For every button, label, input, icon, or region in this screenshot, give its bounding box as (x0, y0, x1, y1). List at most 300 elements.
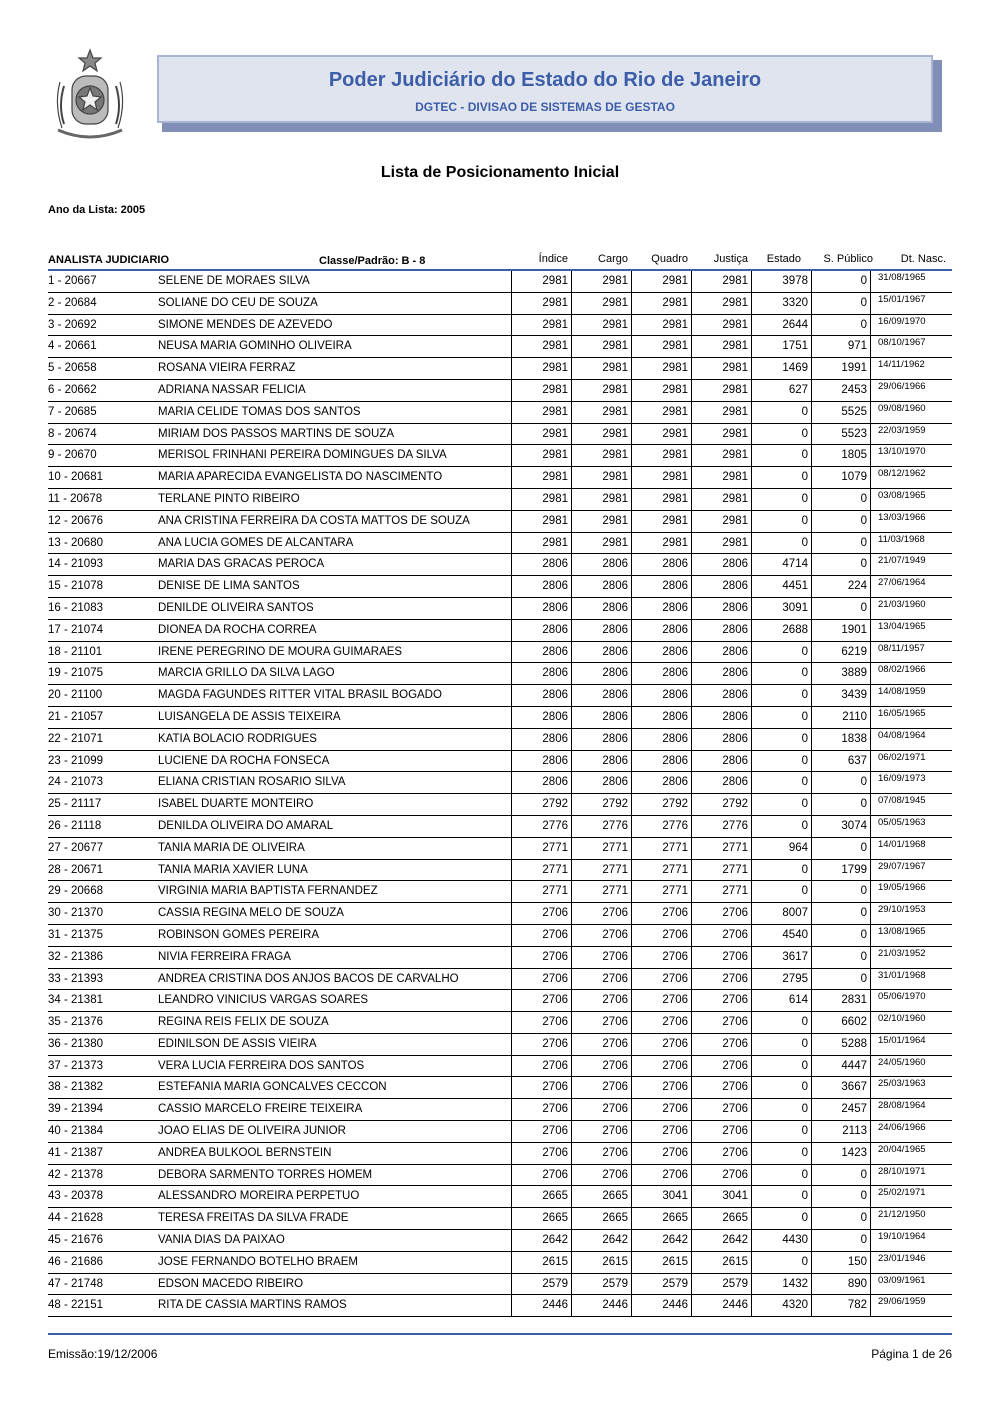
row-data-nascimento: 16/09/1970 (878, 315, 926, 327)
row-data-nascimento: 28/08/1964 (878, 1100, 926, 1112)
coat-of-arms-icon (50, 46, 130, 146)
document-title: Lista de Posicionamento Inicial (380, 164, 620, 181)
row-justica: 2981 (691, 402, 751, 423)
table-row (48, 729, 952, 751)
row-estado: 2795 (751, 969, 811, 990)
row-id: 8 - 20674 (48, 427, 97, 440)
table-row (48, 1295, 952, 1317)
row-data-nascimento: 31/08/1965 (878, 272, 926, 283)
row-servico-publico: 0 (811, 489, 871, 510)
row-servico-publico: 1805 (811, 445, 871, 466)
row-cargo: 2776 (571, 816, 631, 837)
row-name: DENISE DE LIMA SANTOS (158, 580, 300, 593)
row-id: 25 - 21117 (48, 798, 102, 811)
row-indice: 2981 (511, 424, 571, 445)
table-row (48, 620, 952, 642)
row-data-nascimento: 08/02/1966 (878, 664, 926, 676)
row-indice: 2665 (511, 1186, 571, 1207)
row-justica: 2792 (691, 794, 751, 815)
row-data-nascimento: 15/01/1964 (878, 1034, 926, 1046)
row-estado: 4430 (751, 1230, 811, 1251)
row-quadro: 2981 (631, 315, 691, 336)
row-justica: 2706 (691, 947, 751, 968)
row-id: 3 - 20692 (48, 318, 97, 331)
row-servico-publico: 1901 (811, 620, 871, 641)
row-justica: 2776 (691, 816, 751, 837)
row-id: 13 - 20680 (48, 536, 103, 549)
table-header (48, 252, 952, 269)
row-servico-publico: 0 (811, 554, 871, 575)
row-data-nascimento: 08/11/1957 (878, 642, 925, 654)
col-quadro: Quadro (651, 253, 688, 265)
row-indice: 2981 (511, 358, 571, 379)
row-data-nascimento: 13/04/1965 (878, 620, 926, 632)
row-data-nascimento: 31/01/1968 (878, 969, 926, 981)
row-indice: 2981 (511, 533, 571, 554)
table-row (48, 816, 952, 838)
row-indice: 2706 (511, 1143, 571, 1164)
row-data-nascimento: 08/10/1967 (878, 337, 926, 349)
row-name: ANA CRISTINA FERREIRA DA COSTA MATTOS DE SOUZA (158, 514, 470, 527)
row-quadro: 2806 (631, 707, 691, 728)
row-id: 45 - 21676 (48, 1234, 103, 1247)
row-data-nascimento: 16/05/1965 (878, 707, 926, 719)
row-indice: 2806 (511, 663, 571, 684)
row-servico-publico: 1799 (811, 860, 871, 881)
row-quadro: 2706 (631, 1143, 691, 1164)
row-cargo: 2706 (571, 947, 631, 968)
row-id: 35 - 21376 (48, 1016, 103, 1029)
row-quadro: 2706 (631, 1077, 691, 1098)
row-name: MARIA DAS GRACAS PEROCA (158, 558, 325, 571)
row-servico-publico: 0 (811, 271, 871, 292)
row-name: LUISANGELA DE ASSIS TEIXEIRA (158, 710, 341, 723)
row-estado: 0 (751, 467, 811, 488)
row-quadro: 2706 (631, 903, 691, 924)
row-id: 16 - 21083 (48, 601, 103, 614)
row-name: DIONEA DA ROCHA CORREA (158, 623, 317, 636)
row-id: 2 - 20684 (48, 296, 97, 309)
row-justica: 2706 (691, 1121, 751, 1142)
table-row (48, 1121, 952, 1143)
row-justica: 2806 (691, 554, 751, 575)
row-data-nascimento: 03/08/1965 (878, 489, 926, 501)
row-quadro: 2806 (631, 620, 691, 641)
row-data-nascimento: 06/02/1971 (878, 751, 926, 763)
row-estado: 0 (751, 663, 811, 684)
table-row (48, 402, 952, 424)
row-indice: 2579 (511, 1274, 571, 1295)
row-indice: 2981 (511, 315, 571, 336)
row-indice: 2706 (511, 1056, 571, 1077)
row-name: ROSANA VIEIRA FERRAZ (158, 362, 296, 375)
row-justica: 2706 (691, 925, 751, 946)
row-estado: 0 (751, 511, 811, 532)
row-quadro: 2706 (631, 969, 691, 990)
row-id: 31 - 21375 (48, 928, 103, 941)
row-indice: 2981 (511, 336, 571, 357)
row-indice: 2776 (511, 816, 571, 837)
table-row (48, 315, 952, 337)
row-cargo: 2642 (571, 1230, 631, 1251)
row-name: CASSIA REGINA MELO DE SOUZA (158, 907, 344, 920)
row-cargo: 2771 (571, 881, 631, 902)
row-estado: 4714 (751, 554, 811, 575)
row-data-nascimento: 29/07/1967 (878, 860, 926, 872)
row-name: EDINILSON DE ASSIS VIEIRA (158, 1037, 317, 1050)
row-justica: 2981 (691, 424, 751, 445)
row-cargo: 2806 (571, 707, 631, 728)
row-indice: 2706 (511, 947, 571, 968)
row-servico-publico: 0 (811, 1186, 871, 1207)
row-data-nascimento: 14/11/1962 (878, 359, 925, 371)
row-indice: 2706 (511, 1121, 571, 1142)
row-servico-publico: 0 (811, 903, 871, 924)
row-name: MERISOL FRINHANI PEREIRA DOMINGUES DA SILVA (158, 449, 447, 462)
row-data-nascimento: 25/03/1963 (878, 1078, 926, 1090)
row-estado: 614 (751, 990, 811, 1011)
row-indice: 2665 (511, 1208, 571, 1229)
row-quadro: 2776 (631, 816, 691, 837)
row-indice: 2806 (511, 772, 571, 793)
row-quadro: 2806 (631, 751, 691, 772)
row-cargo: 2706 (571, 1165, 631, 1186)
row-quadro: 2981 (631, 467, 691, 488)
row-servico-publico: 3074 (811, 816, 871, 837)
row-servico-publico: 0 (811, 511, 871, 532)
row-servico-publico: 1423 (811, 1143, 871, 1164)
row-name: EDSON MACEDO RIBEIRO (158, 1277, 304, 1290)
table-row (48, 293, 952, 315)
row-id: 37 - 21373 (48, 1059, 103, 1072)
row-servico-publico: 6602 (811, 1012, 871, 1033)
row-estado: 1469 (751, 358, 811, 379)
row-id: 47 - 21748 (48, 1277, 103, 1290)
row-indice: 2981 (511, 271, 571, 292)
row-cargo: 2706 (571, 925, 631, 946)
row-servico-publico: 890 (811, 1274, 871, 1295)
row-servico-publico: 2457 (811, 1099, 871, 1120)
table-row (48, 598, 952, 620)
row-servico-publico: 3439 (811, 685, 871, 706)
row-indice: 2981 (511, 293, 571, 314)
row-indice: 2981 (511, 380, 571, 401)
row-justica: 2771 (691, 838, 751, 859)
row-indice: 2981 (511, 467, 571, 488)
row-estado: 1751 (751, 336, 811, 357)
row-indice: 2806 (511, 642, 571, 663)
table-row (48, 380, 952, 402)
institution-title: Poder Judiciário do Estado do Rio de Janeiro (328, 69, 762, 91)
row-indice: 2806 (511, 554, 571, 575)
row-estado: 8007 (751, 903, 811, 924)
table-row (48, 533, 952, 555)
row-id: 12 - 20676 (48, 514, 103, 527)
row-name: VANIA DIAS DA PAIXAO (158, 1234, 285, 1247)
row-justica: 2706 (691, 1034, 751, 1055)
row-estado: 0 (751, 1143, 811, 1164)
row-cargo: 2981 (571, 358, 631, 379)
row-id: 43 - 20378 (48, 1190, 103, 1203)
row-justica: 2981 (691, 467, 751, 488)
cargo-heading: ANALISTA JUDICIARIO (48, 254, 169, 266)
row-indice: 2642 (511, 1230, 571, 1251)
row-cargo: 2981 (571, 336, 631, 357)
row-data-nascimento: 14/01/1968 (878, 838, 926, 850)
row-servico-publico: 0 (811, 533, 871, 554)
row-servico-publico: 2453 (811, 380, 871, 401)
row-estado: 0 (751, 424, 811, 445)
row-name: ROBINSON GOMES PEREIRA (158, 928, 320, 941)
row-servico-publico: 5525 (811, 402, 871, 423)
row-servico-publico: 3667 (811, 1077, 871, 1098)
row-quadro: 2771 (631, 881, 691, 902)
row-cargo: 2706 (571, 1056, 631, 1077)
row-justica: 2706 (691, 1143, 751, 1164)
classe-heading: Classe/Padrão: B - 8 (319, 255, 426, 267)
row-id: 36 - 21380 (48, 1037, 103, 1050)
row-quadro: 2806 (631, 663, 691, 684)
row-name: ISABEL DUARTE MONTEIRO (158, 798, 314, 811)
row-quadro: 2706 (631, 1034, 691, 1055)
row-estado: 2688 (751, 620, 811, 641)
row-id: 33 - 21393 (48, 972, 103, 985)
row-data-nascimento: 09/08/1960 (878, 402, 926, 414)
footer-divider (48, 1333, 952, 1335)
row-id: 32 - 21386 (48, 950, 103, 963)
table-body (48, 271, 952, 1317)
row-name: ESTEFANIA MARIA GONCALVES CECCON (158, 1081, 387, 1094)
table-row (48, 860, 952, 882)
row-estado: 627 (751, 380, 811, 401)
row-justica: 2981 (691, 511, 751, 532)
row-cargo: 2706 (571, 1012, 631, 1033)
row-id: 27 - 20677 (48, 841, 103, 854)
row-cargo: 2981 (571, 533, 631, 554)
row-id: 29 - 20668 (48, 885, 103, 898)
row-servico-publico: 2110 (811, 707, 871, 728)
row-justica: 2806 (691, 642, 751, 663)
row-name: TERESA FREITAS DA SILVA FRADE (158, 1212, 349, 1225)
row-justica: 2981 (691, 271, 751, 292)
row-name: ADRIANA NASSAR FELICIA (158, 383, 306, 396)
row-id: 34 - 21381 (48, 994, 103, 1007)
table-row (48, 358, 952, 380)
row-id: 46 - 21686 (48, 1255, 103, 1268)
row-quadro: 2706 (631, 1012, 691, 1033)
row-indice: 2792 (511, 794, 571, 815)
table-row (48, 794, 952, 816)
row-id: 18 - 21101 (48, 645, 103, 658)
row-indice: 2981 (511, 445, 571, 466)
row-quadro: 2806 (631, 576, 691, 597)
row-servico-publico: 2113 (811, 1121, 871, 1142)
row-quadro: 2981 (631, 511, 691, 532)
row-quadro: 2981 (631, 336, 691, 357)
row-name: NEUSA MARIA GOMINHO OLIVEIRA (158, 340, 352, 353)
row-cargo: 2806 (571, 598, 631, 619)
table-row (48, 336, 952, 358)
row-name: JOSE FERNANDO BOTELHO BRAEM (158, 1255, 359, 1268)
row-name: KATIA BOLACIO RODRIGUES (158, 732, 317, 745)
row-name: NIVIA FERREIRA FRAGA (158, 950, 291, 963)
row-data-nascimento: 14/08/1959 (878, 686, 926, 698)
row-id: 39 - 21394 (48, 1103, 103, 1116)
row-estado: 0 (751, 642, 811, 663)
row-cargo: 2981 (571, 315, 631, 336)
col-servico-publico: S. Público (823, 253, 873, 265)
row-indice: 2771 (511, 838, 571, 859)
row-estado: 0 (751, 1121, 811, 1142)
row-quadro: 2579 (631, 1274, 691, 1295)
row-justica: 2806 (691, 685, 751, 706)
row-justica: 2706 (691, 1099, 751, 1120)
row-servico-publico: 5523 (811, 424, 871, 445)
table-row (48, 445, 952, 467)
row-name: SIMONE MENDES DE AZEVEDO (158, 318, 333, 331)
table-row (48, 990, 952, 1012)
row-id: 48 - 22151 (48, 1299, 103, 1312)
table-row (48, 1099, 952, 1121)
table-row (48, 1012, 952, 1034)
row-indice: 2806 (511, 729, 571, 750)
row-name: IRENE PEREGRINO DE MOURA GUIMARAES (158, 645, 403, 658)
row-cargo: 2706 (571, 969, 631, 990)
row-servico-publico: 5288 (811, 1034, 871, 1055)
row-estado: 0 (751, 772, 811, 793)
row-id: 42 - 21378 (48, 1168, 103, 1181)
row-id: 41 - 21387 (48, 1146, 103, 1159)
row-id: 44 - 21628 (48, 1212, 103, 1225)
row-indice: 2981 (511, 402, 571, 423)
row-indice: 2446 (511, 1295, 571, 1316)
row-estado: 0 (751, 533, 811, 554)
table-row (48, 489, 952, 511)
row-data-nascimento: 25/02/1971 (878, 1187, 926, 1199)
row-justica: 2806 (691, 772, 751, 793)
row-data-nascimento: 05/05/1963 (878, 816, 926, 828)
table-row (48, 925, 952, 947)
row-estado: 3978 (751, 271, 811, 292)
row-servico-publico: 0 (811, 598, 871, 619)
row-cargo: 2981 (571, 467, 631, 488)
row-name: TERLANE PINTO RIBEIRO (158, 492, 300, 505)
row-quadro: 2981 (631, 445, 691, 466)
row-servico-publico: 224 (811, 576, 871, 597)
row-id: 23 - 21099 (48, 754, 103, 767)
row-name: MARIA APARECIDA EVANGELISTA DO NASCIMENTO (158, 471, 443, 484)
col-cargo: Cargo (598, 253, 628, 265)
row-justica: 2806 (691, 598, 751, 619)
row-servico-publico: 4447 (811, 1056, 871, 1077)
row-data-nascimento: 13/03/1966 (878, 511, 926, 523)
row-name: DEBORA SARMENTO TORRES HOMEM (158, 1168, 373, 1181)
row-quadro: 2706 (631, 925, 691, 946)
row-servico-publico: 0 (811, 794, 871, 815)
row-id: 28 - 20671 (48, 863, 103, 876)
table-row (48, 969, 952, 991)
row-cargo: 2981 (571, 489, 631, 510)
row-name: SOLIANE DO CEU DE SOUZA (158, 296, 318, 309)
row-quadro: 2771 (631, 838, 691, 859)
row-quadro: 2806 (631, 729, 691, 750)
row-estado: 3091 (751, 598, 811, 619)
row-quadro: 2706 (631, 947, 691, 968)
row-estado: 964 (751, 838, 811, 859)
row-quadro: 2792 (631, 794, 691, 815)
table-row (48, 1143, 952, 1165)
row-cargo: 2981 (571, 380, 631, 401)
row-cargo: 2665 (571, 1186, 631, 1207)
row-cargo: 2706 (571, 1034, 631, 1055)
row-servico-publico: 782 (811, 1295, 871, 1316)
row-data-nascimento: 28/10/1971 (878, 1165, 926, 1177)
row-data-nascimento: 23/01/1946 (878, 1252, 926, 1264)
row-name: LEANDRO VINICIUS VARGAS SOARES (158, 994, 369, 1007)
row-id: 17 - 21074 (48, 623, 103, 636)
row-estado: 0 (751, 402, 811, 423)
row-name: CASSIO MARCELO FREIRE TEIXEIRA (158, 1103, 363, 1116)
row-name: RITA DE CASSIA MARTINS RAMOS (158, 1299, 347, 1312)
row-name: REGINA REIS FELIX DE SOUZA (158, 1016, 329, 1029)
row-data-nascimento: 21/07/1949 (878, 555, 926, 567)
row-justica: 2615 (691, 1252, 751, 1273)
row-data-nascimento: 11/03/1968 (878, 533, 925, 545)
row-quadro: 2806 (631, 554, 691, 575)
row-quadro: 2771 (631, 860, 691, 881)
row-name: MARIA CELIDE TOMAS DOS SANTOS (158, 405, 361, 418)
row-cargo: 2981 (571, 271, 631, 292)
row-estado: 4320 (751, 1295, 811, 1316)
row-cargo: 2806 (571, 642, 631, 663)
row-data-nascimento: 22/03/1959 (878, 424, 926, 436)
row-justica: 3041 (691, 1186, 751, 1207)
row-quadro: 2981 (631, 271, 691, 292)
row-justica: 2806 (691, 729, 751, 750)
row-justica: 2806 (691, 707, 751, 728)
row-indice: 2706 (511, 1034, 571, 1055)
row-servico-publico: 0 (811, 881, 871, 902)
row-indice: 2771 (511, 881, 571, 902)
row-cargo: 2806 (571, 729, 631, 750)
row-name: ANDREA BULKOOL BERNSTEIN (158, 1146, 332, 1159)
row-justica: 2806 (691, 751, 751, 772)
row-justica: 2981 (691, 445, 751, 466)
row-estado: 0 (751, 794, 811, 815)
row-estado: 0 (751, 816, 811, 837)
row-name: ANDREA CRISTINA DOS ANJOS BACOS DE CARVALHO (158, 972, 459, 985)
row-indice: 2706 (511, 925, 571, 946)
row-justica: 2706 (691, 1012, 751, 1033)
row-estado: 0 (751, 1186, 811, 1207)
row-cargo: 2806 (571, 663, 631, 684)
row-id: 20 - 21100 (48, 689, 103, 702)
row-id: 24 - 21073 (48, 776, 103, 789)
row-cargo: 2771 (571, 860, 631, 881)
row-justica: 2642 (691, 1230, 751, 1251)
row-quadro: 2706 (631, 1056, 691, 1077)
row-quadro: 2706 (631, 1165, 691, 1186)
row-cargo: 2706 (571, 1099, 631, 1120)
row-data-nascimento: 03/09/1961 (878, 1274, 926, 1286)
row-indice: 2981 (511, 511, 571, 532)
row-cargo: 2665 (571, 1208, 631, 1229)
col-justica: Justiça (713, 253, 748, 265)
row-estado: 0 (751, 445, 811, 466)
row-cargo: 2771 (571, 838, 631, 859)
row-data-nascimento: 19/10/1964 (878, 1231, 926, 1243)
row-data-nascimento: 16/09/1973 (878, 773, 926, 785)
